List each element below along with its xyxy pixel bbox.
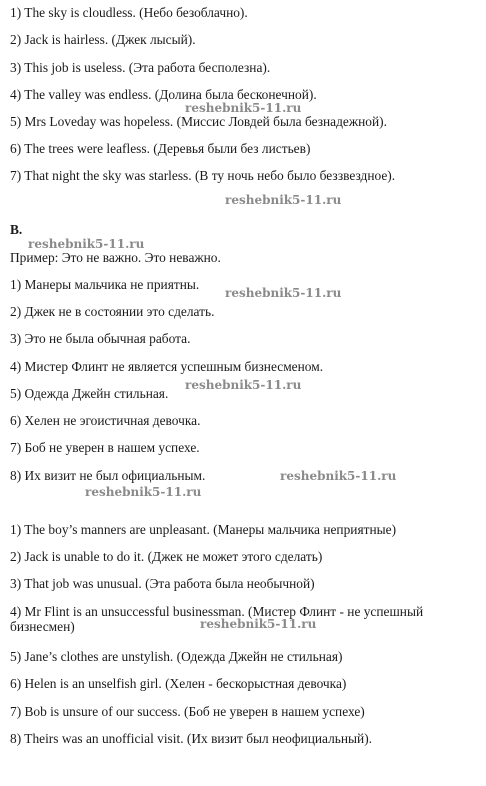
example-line: Пример: Это не важно. Это неважно.	[10, 250, 221, 265]
watermark: reshebnik5-11.ru	[225, 286, 342, 300]
watermark: reshebnik5-11.ru	[185, 378, 302, 392]
watermark: reshebnik5-11.ru	[28, 237, 145, 251]
watermark: reshebnik5-11.ru	[200, 617, 317, 631]
text-line: 4) The valley was endless. (Долина была бесконечной).	[10, 87, 317, 102]
text-line: 5) Mrs Loveday was hopeless. (Миссис Ловдей была безнадежной).	[10, 114, 387, 129]
section-heading: B.	[10, 222, 23, 237]
watermark: reshebnik5-11.ru	[280, 469, 397, 483]
watermark: reshebnik5-11.ru	[225, 193, 342, 207]
text-line: 4) Мистер Флинт не является успешным бизнесменом.	[10, 359, 324, 374]
text-line: 8) Theirs was an unofficial visit. (Их визит был неофициальный).	[10, 731, 373, 746]
text-line: 7) Боб не уверен в нашем успехе.	[10, 440, 200, 455]
watermark: reshebnik5-11.ru	[185, 101, 302, 115]
text-line: 1) Манеры мальчика не приятны.	[10, 277, 200, 292]
text-line: 7) That night the sky was starless. (В ту ночь небо было беззвездное).	[10, 168, 396, 183]
text-line: 5) Jane’s clothes are unstylish. (Одежда Джейн не стильная)	[10, 649, 343, 664]
text-line: 6) Хелен не эгоистичная девочка.	[10, 413, 201, 428]
watermark: reshebnik5-11.ru	[85, 485, 202, 499]
text-line: 1) The sky is cloudless. (Небо безоблачно).	[10, 5, 248, 20]
text-line: 6) The trees were leafless. (Деревья были без листьев)	[10, 141, 311, 156]
text-line: 2) Джек не в состоянии это сделать.	[10, 304, 215, 319]
text-line: 6) Helen is an unselfish girl. (Хелен - бескорыстная девочка)	[10, 676, 347, 691]
text-line: 2) Jack is hairless. (Джек лысый).	[10, 32, 196, 47]
text-line: 3) That job was unusual. (Эта работа была необычной)	[10, 576, 315, 591]
text-line: 3) Это не была обычная работа.	[10, 331, 191, 346]
text-line: 4) Mr Flint is an unsuccessful businessman. (Мистер Флинт - не успешный бизнесмен)	[10, 604, 424, 634]
text-line: 7) Bob is unsure of our success. (Боб не уверен в нашем успехе)	[10, 704, 365, 719]
text-line: 3) This job is useless. (Эта работа бесполезна).	[10, 60, 271, 75]
text-line: 2) Jack is unable to do it. (Джек не может этого сделать)	[10, 549, 323, 564]
text-line: 5) Одежда Джейн стильная.	[10, 386, 169, 401]
text-line: 1) The boy’s manners are unpleasant. (Манеры мальчика неприятные)	[10, 522, 397, 537]
text-line: 8) Их визит не был официальным.	[10, 468, 206, 483]
